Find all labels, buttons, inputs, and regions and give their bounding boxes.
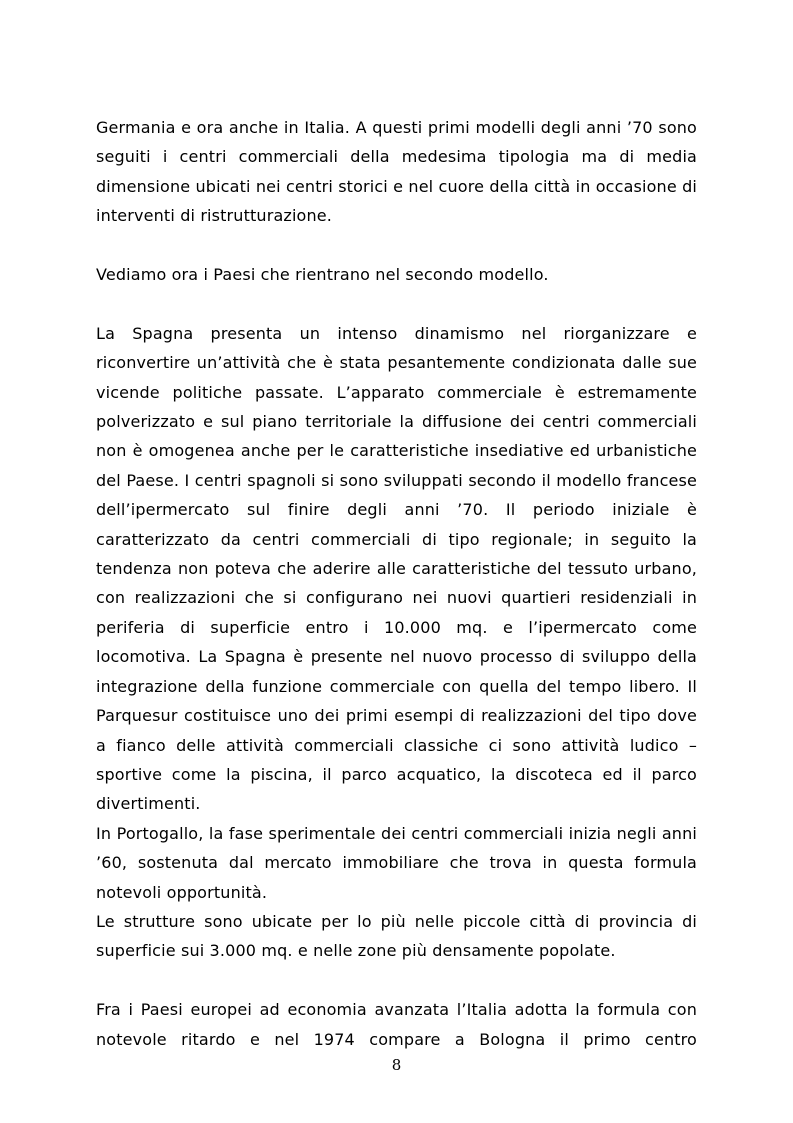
paragraph-structures: Le strutture sono ubicate per lo più nelle piccole città di provincia di superficie sui 3.000 mq. e nelle zone più densamente popolate. bbox=[96, 911, 697, 961]
paragraph-spacer bbox=[96, 231, 697, 260]
body-text bbox=[96, 113, 697, 1054]
page-number: 8 bbox=[391, 1056, 402, 1074]
paragraph-spacer bbox=[96, 289, 697, 318]
paragraph-portugal: In Portogallo, la fase sperimentale dei centri commerciali inizia negli anni ’60, sostenuta dal mercato immobiliare che trova in questa formula notevoli opportunità. bbox=[96, 823, 697, 902]
paragraph-spacer bbox=[96, 966, 697, 995]
paragraph-germany-italy: Germania e ora anche in Italia. A questi primi modelli degli anni ’70 sono seguiti i centri commerciali della medesima tipologia ma di media dimensione ubicati nei centri storici e nel cuore della città in occasione di interventi di ristrutturazione. bbox=[96, 118, 697, 226]
paragraph-italy: Fra i Paesi europei ad economia avanzata l’Italia adotta la formula con notevole ritardo e nel 1974 compare a Bologna il primo centro bbox=[96, 1000, 697, 1049]
paragraph-spain: La Spagna presenta un intenso dinamismo nel riorganizzare e riconvertire un’attività che è stata pesantemente condizionata dalle sue vicende politiche passate. L’apparato commerciale è estremamente polverizzato e sul piano territoriale la diffusione dei centri commerciali non è omogenea anche per le caratteristiche insediative ed urbanistiche del Paese. I centri spagnoli si sono sviluppati secondo il modello francese dell’ipermercato sul finire degli anni ’70. Il periodo iniziale è caratterizzato da centri commerciali di tipo regionale; in seguito la tendenza non poteva che aderire alle caratteristiche del tessuto urbano, con realizzazioni che si configurano nei nuovi quartieri residenziali in periferia di superficie entro i 10.000 mq. e l’ipermercato come locomotiva. La Spagna è presente nel nuovo processo di sviluppo della integrazione della funzione commerciale con quella del tempo libero. Il Parquesur costituisce uno dei primi esempi di realizzazioni del tipo dove a fianco delle attività commerciali classiche ci sono attività ludico – sportive come la piscina, il parco acquatico, la discoteca ed il parco divertimenti. bbox=[96, 323, 697, 814]
paragraph-second-model-intro: Vediamo ora i Paesi che rientrano nel secondo modello. bbox=[96, 265, 549, 285]
